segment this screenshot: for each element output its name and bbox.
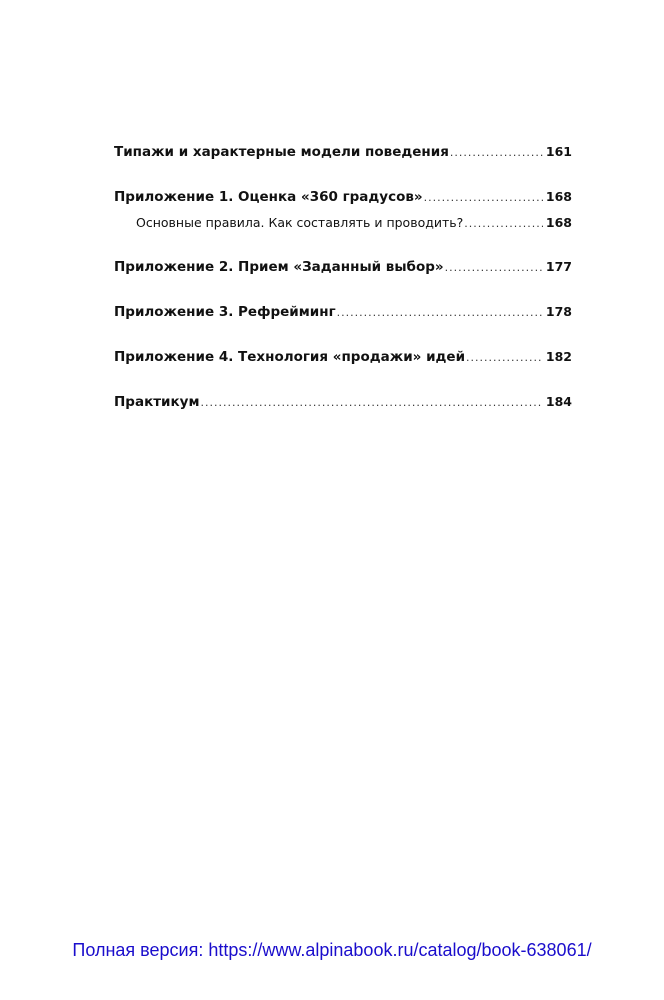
toc-entry-title: Практикум (114, 394, 200, 410)
dot-leader (445, 258, 543, 278)
toc-entry (114, 302, 572, 323)
toc-entry-page: 168 (545, 189, 572, 204)
toc-entry (114, 392, 572, 413)
toc-entry (114, 257, 572, 278)
toc-entry (114, 142, 572, 163)
toc-entry-page: 184 (545, 394, 572, 409)
toc-entry-title: Типажи и характерные модели поведения (114, 144, 449, 160)
full-version-link[interactable]: Полная версия: https://www.alpinabook.ru/catalog/book-638061/ (72, 940, 592, 960)
dot-leader (201, 393, 543, 413)
toc-entry (114, 347, 572, 368)
toc-entry-page: 178 (545, 304, 572, 319)
toc-entry-page: 161 (545, 144, 572, 159)
toc-subentry (114, 213, 572, 234)
toc-entry-title: Приложение 2. Прием «Заданный выбор» (114, 259, 444, 275)
dot-leader (424, 188, 543, 208)
toc-subentry-title: Основные правила. Как составлять и проводить? (136, 215, 464, 230)
dot-leader (337, 303, 543, 323)
table-of-contents (114, 142, 572, 437)
toc-subentry-page: 168 (545, 215, 572, 230)
toc-entry-title: Приложение 3. Рефрейминг (114, 304, 336, 320)
dot-leader (464, 214, 543, 234)
toc-entry (114, 187, 572, 208)
dot-leader (466, 348, 543, 368)
toc-entry-title: Приложение 4. Технология «продажи» идей (114, 349, 466, 365)
toc-entry-title: Приложение 1. Оценка «360 градусов» (114, 189, 423, 205)
dot-leader (450, 143, 543, 163)
toc-entry-page: 177 (545, 259, 572, 274)
toc-entry-page: 182 (545, 349, 572, 364)
